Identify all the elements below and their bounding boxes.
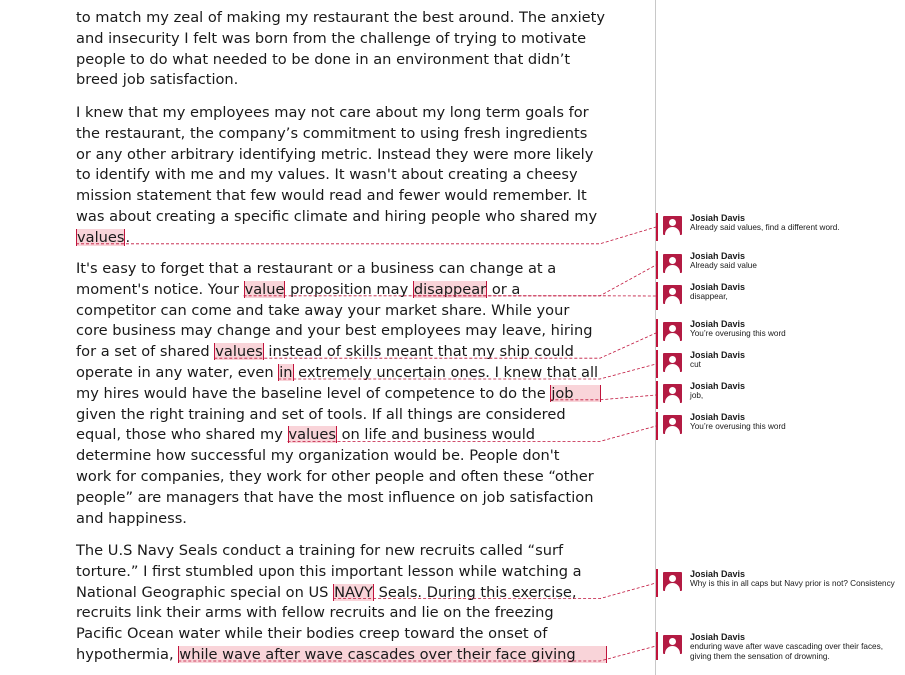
comment-highlight[interactable]: NAVY bbox=[334, 583, 373, 601]
comment-balloon[interactable] bbox=[656, 350, 901, 378]
comment-leader-line bbox=[288, 426, 657, 444]
user-avatar-icon bbox=[663, 216, 682, 235]
comment-bar bbox=[656, 282, 658, 310]
comment-bar bbox=[656, 251, 658, 279]
user-avatar-icon bbox=[663, 415, 682, 434]
comment-text: disappear, bbox=[690, 292, 728, 301]
comment-balloon[interactable] bbox=[656, 412, 901, 440]
text-run: the restaurant, the company’s commitment to using fresh ingredients bbox=[76, 124, 588, 142]
text-run: proposition may bbox=[285, 280, 413, 298]
text-run: Pacific Ocean water while their bodies creep toward the onset of bbox=[76, 625, 548, 643]
text-run: and happiness. bbox=[76, 509, 187, 527]
comment-balloon[interactable] bbox=[656, 282, 901, 310]
text-run: determine how successful my organization would be. People don't bbox=[76, 447, 560, 465]
text-run: breed job satisfaction. bbox=[76, 71, 239, 89]
comment-text: Why is this in all caps but Navy prior is not? Consistency bbox=[690, 579, 895, 588]
text-run: operate in any water, even bbox=[76, 364, 279, 381]
comment-bar bbox=[656, 569, 658, 597]
text-run: or a bbox=[487, 280, 521, 298]
comment-leader-line bbox=[333, 583, 656, 599]
comment-highlight[interactable]: value bbox=[244, 280, 285, 298]
comment-author: Josiah Davis bbox=[690, 213, 746, 223]
comment-bar bbox=[656, 213, 658, 241]
comment-leader-line bbox=[178, 646, 656, 661]
user-avatar-icon bbox=[663, 635, 682, 654]
text-run: people” are managers that have the most influence on job satisfaction bbox=[76, 488, 594, 506]
user-avatar-icon bbox=[663, 322, 682, 341]
text-run: Seals. During this exercise, bbox=[373, 583, 577, 601]
text-run: competitor can come and take away your market share. While your bbox=[76, 301, 570, 319]
comment-text: You’re overusing this word bbox=[690, 422, 786, 431]
text-run: mission statement that few would read and fewer would remember. It bbox=[76, 187, 587, 205]
user-avatar-icon bbox=[663, 572, 682, 591]
comment-text: cut bbox=[690, 360, 701, 369]
comment-balloon[interactable] bbox=[656, 213, 901, 241]
comment-balloon[interactable] bbox=[656, 319, 901, 347]
text-run: extremely uncertain ones. I knew that all bbox=[293, 364, 599, 381]
comment-balloon[interactable] bbox=[656, 632, 901, 660]
comment-highlight[interactable]: values bbox=[77, 228, 125, 246]
comment-highlight[interactable]: while wave after wave cascades over their face giving bbox=[178, 646, 606, 663]
text-run: for a set of shared bbox=[76, 343, 215, 361]
text-run: people to do what needed to be done in an environment that didn’t bbox=[76, 50, 571, 68]
comment-author: Josiah Davis bbox=[690, 569, 746, 579]
text-run: core business may change and your best employees may leave, hiring bbox=[76, 322, 593, 340]
comment-leader-line bbox=[214, 333, 656, 361]
comment-highlight[interactable]: disappear bbox=[413, 280, 487, 298]
comment-author: Josiah Davis bbox=[690, 251, 746, 261]
comment-highlight[interactable]: job bbox=[550, 385, 600, 402]
user-avatar-icon bbox=[663, 254, 682, 273]
comment-balloon[interactable] bbox=[656, 251, 901, 279]
comment-bar bbox=[656, 350, 658, 378]
text-run: to match my zeal of making my restaurant the best around. The anxiety bbox=[76, 9, 605, 26]
text-run: work for companies, they work for other people and often these “other bbox=[76, 468, 594, 485]
comment-leader-line bbox=[244, 265, 656, 296]
text-run: I knew that my employees may not care about my long term goals for bbox=[76, 104, 589, 121]
text-run: to identify with me and my values. It wasn't about creating a cheesy bbox=[76, 166, 578, 184]
comment-bar bbox=[656, 412, 658, 440]
comment-author: Josiah Davis bbox=[690, 632, 746, 642]
comment-text: You’re overusing this word bbox=[690, 329, 786, 338]
text-run: and insecurity I felt was born from the challenge of trying to motivate bbox=[76, 29, 587, 47]
comment-highlight[interactable]: values bbox=[288, 426, 336, 444]
user-avatar-icon bbox=[663, 353, 682, 372]
text-run: moment's notice. Your bbox=[76, 280, 244, 298]
comment-leader-line bbox=[550, 395, 656, 400]
comment-text: job, bbox=[690, 391, 704, 400]
comment-highlight[interactable]: values bbox=[215, 343, 263, 361]
comment-author: Josiah Davis bbox=[690, 350, 746, 360]
text-run: given the right training and set of tools. If all things are considered bbox=[76, 405, 566, 423]
comment-bar bbox=[656, 319, 658, 347]
text-run: It's easy to forget that a restaurant or a business can change at a bbox=[76, 260, 557, 277]
text-run: recruits link their arms with fellow recruits and lie on the freezing bbox=[76, 604, 554, 622]
text-run: on life and business would bbox=[336, 426, 536, 444]
comment-text: Already said values, find a different word. bbox=[690, 223, 840, 232]
text-run: my hires would have the baseline level of competence to do the bbox=[76, 384, 551, 402]
comment-text: Already said value bbox=[690, 261, 757, 270]
comment-bar bbox=[656, 632, 658, 660]
comment-leader-line bbox=[76, 227, 656, 244]
text-run: equal, those who shared my bbox=[76, 426, 288, 444]
comment-balloon[interactable] bbox=[656, 381, 901, 409]
comment-author: Josiah Davis bbox=[690, 381, 746, 391]
comment-author: Josiah Davis bbox=[690, 319, 746, 329]
comment-balloon[interactable] bbox=[656, 569, 901, 597]
text-run: instead of skills meant that my ship could bbox=[263, 343, 574, 361]
text-run: was about creating a specific climate and hiring people who shared my bbox=[76, 208, 598, 225]
comment-author: Josiah Davis bbox=[690, 282, 746, 292]
user-avatar-icon bbox=[663, 384, 682, 403]
comment-leader-line bbox=[278, 364, 656, 379]
comment-text: enduring wave after wave cascading over their faces, giving them the sensation of drowning. bbox=[690, 642, 883, 661]
text-run: . bbox=[125, 228, 131, 246]
comment-author: Josiah Davis bbox=[690, 412, 746, 422]
text-run: hypothermia, bbox=[76, 646, 179, 663]
comment-bar bbox=[656, 381, 658, 409]
comment-highlight[interactable]: in bbox=[279, 364, 293, 381]
text-run: National Geographic special on US bbox=[76, 583, 334, 601]
text-run: or any other arbitrary identifying metric. Instead they were more likely bbox=[76, 145, 594, 163]
text-run: The U.S Navy Seals conduct a training for new recruits called “surf bbox=[76, 542, 564, 559]
user-avatar-icon bbox=[663, 285, 682, 304]
text-run: torture.” I first stumbled upon this important lesson while watching a bbox=[76, 562, 582, 580]
